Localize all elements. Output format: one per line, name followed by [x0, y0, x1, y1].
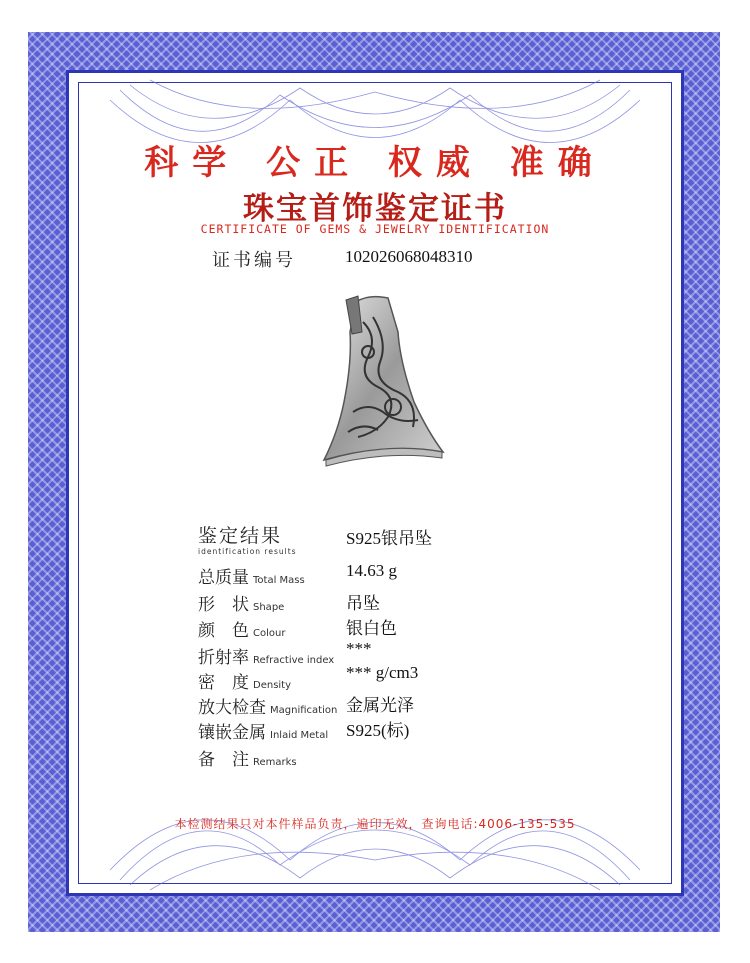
- refractive-index-value: ***: [346, 639, 372, 658]
- magnification-label: 放大检查 Magnification: [198, 698, 338, 718]
- certificate-title-en: CERTIFICATE OF GEMS & JEWELRY IDENTIFICATION: [200, 222, 550, 236]
- total-mass-label: 总质量 Total Mass: [198, 568, 305, 588]
- certificate-number-label: 证书编号: [212, 250, 296, 271]
- density-label: 密 度 Density: [198, 673, 292, 693]
- identification-label: 鉴定结果: [198, 525, 283, 547]
- identification-label-en: identification results: [198, 547, 297, 556]
- total-mass-value: 14.63 g: [346, 561, 397, 580]
- colour-label: 颜 色 Colour: [198, 621, 286, 641]
- identification-value: S925银吊坠: [346, 529, 432, 548]
- remarks-label: 备 注 Remarks: [198, 750, 297, 770]
- inlaid-metal-value: S925(标): [346, 721, 410, 740]
- colour-value: 银白色: [346, 619, 397, 638]
- certificate-number: 102026068048310: [345, 247, 473, 266]
- certificate-title: 珠宝首饰鉴定证书: [243, 191, 507, 227]
- bottom-guilloche: [120, 830, 630, 880]
- shape-label: 形 状 Shape: [198, 595, 285, 615]
- magnification-value: 金属光泽: [346, 696, 414, 715]
- inlaid-metal-label: 镶嵌金属 Inlaid Metal: [198, 723, 329, 743]
- footer-note: 本检测结果只对本件样品负责，遍印无效，查询电话:4006-135-535: [174, 817, 576, 831]
- shape-value: 吊坠: [346, 594, 380, 613]
- density-value: *** g/cm3: [346, 663, 419, 682]
- pendant-photo: [318, 292, 448, 472]
- top-guilloche: [120, 90, 630, 131]
- refractive-index-label: 折射率 Refractive index: [198, 648, 335, 668]
- slogan: 科学 公正 权威 准确: [144, 143, 606, 183]
